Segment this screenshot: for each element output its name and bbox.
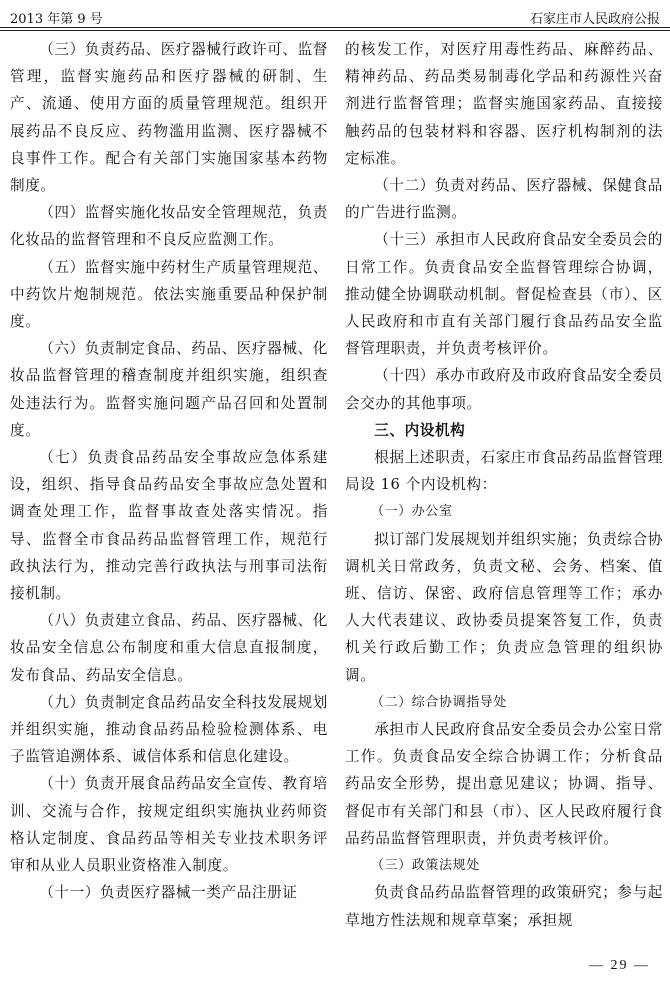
paragraph: （六）负责制定食品、药品、医疗器械、化妆品监督管理的稽查制度并组织实施，组织查处违法行为。监督实施问题产品召回和处置制度。 (10, 340, 328, 439)
paragraph: （十一）负责医疗器械一类产品注册证 (39, 884, 298, 902)
left-column (10, 36, 328, 907)
header-rule-thin (0, 30, 670, 31)
paragraph: （四）监督实施化妆品安全管理规范，负责化妆品的监督管理和不良反应监测工作。 (10, 204, 328, 249)
subsection-heading: （一）办公室 (371, 504, 453, 520)
subsection-heading: （三）政策法规处 (371, 858, 480, 874)
publication-title: 石家庄市人民政府公报 (529, 12, 660, 27)
page-number: — 29 — (589, 958, 650, 973)
header-rule-thick (0, 27, 670, 28)
paragraph: （五）监督实施中药材生产质量管理规范、中药饮片炮制规范。依法实施重要品种保护制度。 (10, 258, 328, 331)
paragraph: （七）负责食品药品安全事故应急体系建设，组织、指导食品药品安全事故应急处置和调查处理工作，监督事故查处落实情况。指导、监督全市食品药品监督管理工作，规范行政执法行为，推动完善行政执法与刑事司法衔接机制。 (10, 449, 328, 603)
paragraph: 拟订部门发展规划并组织实施；负责综合协调机关日常政务，负责文秘、会务、档案、值班、信访、保密、政府信息管理等工作；承办人大代表建议、政协委员提案答复工作，负责机关行政后勤工作；负责应急管理的组织协调。 (345, 530, 663, 684)
paragraph: （三）负责药品、医疗器械行政许可、监督管理，监督实施药品和医疗器械的研制、生产、流通、使用方面的质量管理规范。组织开展药品不良反应、药物滥用监测、医疗器械不良事件工作。配合有关部门实施国家基本药物制度。 (10, 41, 328, 195)
paragraph: （十三）承担市人民政府食品安全委员会的日常工作。负责食品安全监督管理综合协调，推动健全协调联动机制。督促检查县（市）、区人民政府和市直有关部门履行食品药品安全监督管理职责，并负责考核评价。 (345, 231, 663, 358)
running-header (0, 0, 670, 30)
paragraph: （十）负责开展食品药品安全宣传、教育培训、交流与合作，按规定组织实施执业药师资格认定制度、食品药品等相关专业技术职务评审和从业人员职业资格准入制度。 (10, 775, 328, 875)
paragraph: 负责食品药品监督管理的政策研究；参与起草地方性法规和规章草案；承担规 (345, 884, 663, 929)
subsection-heading: （二）综合协调指导处 (371, 694, 508, 710)
section-heading: 三、内设机构 (374, 421, 466, 439)
paragraph: （八）负责建立食品、药品、医疗器械、化妆品安全信息公布制度和重大信息直报制度，发布食品、药品安全信息。 (10, 612, 328, 684)
paragraph: （十二）负责对药品、医疗器械、保健食品的广告进行监测。 (345, 177, 663, 222)
issue-number: 2013 年第 9 号 (10, 12, 103, 27)
paragraph-continuation: 的核发工作，对医疗用毒性药品、麻醉药品、精神药品、药品类易制毒化学品和药源性兴奋剂进行监督管理；监督实施国家药品、直接接触药品的包装材料和容器、医疗机构制剂的法定标准。 (345, 41, 663, 167)
paragraph: 承担市人民政府食品安全委员会办公室日常工作。负责食品安全综合协调工作；分析食品药品安全形势，提出意见建议；协调、指导、督促市有关部门和县（市）、区人民政府履行食品药品监督管理职责，并负责考核评价。 (345, 721, 663, 847)
paragraph: （九）负责制定食品药品安全科技发展规划并组织实施，推动食品药品检验检测体系、电子监管追溯体系、诚信体系和信息化建设。 (10, 693, 328, 766)
paragraph: 根据上述职责，石家庄市食品药品监督管理局设 16 个内设机构： (345, 449, 663, 494)
paragraph: （十四）承办市政府及市政府食品安全委员会交办的其他事项。 (345, 367, 663, 412)
right-column (345, 36, 663, 934)
